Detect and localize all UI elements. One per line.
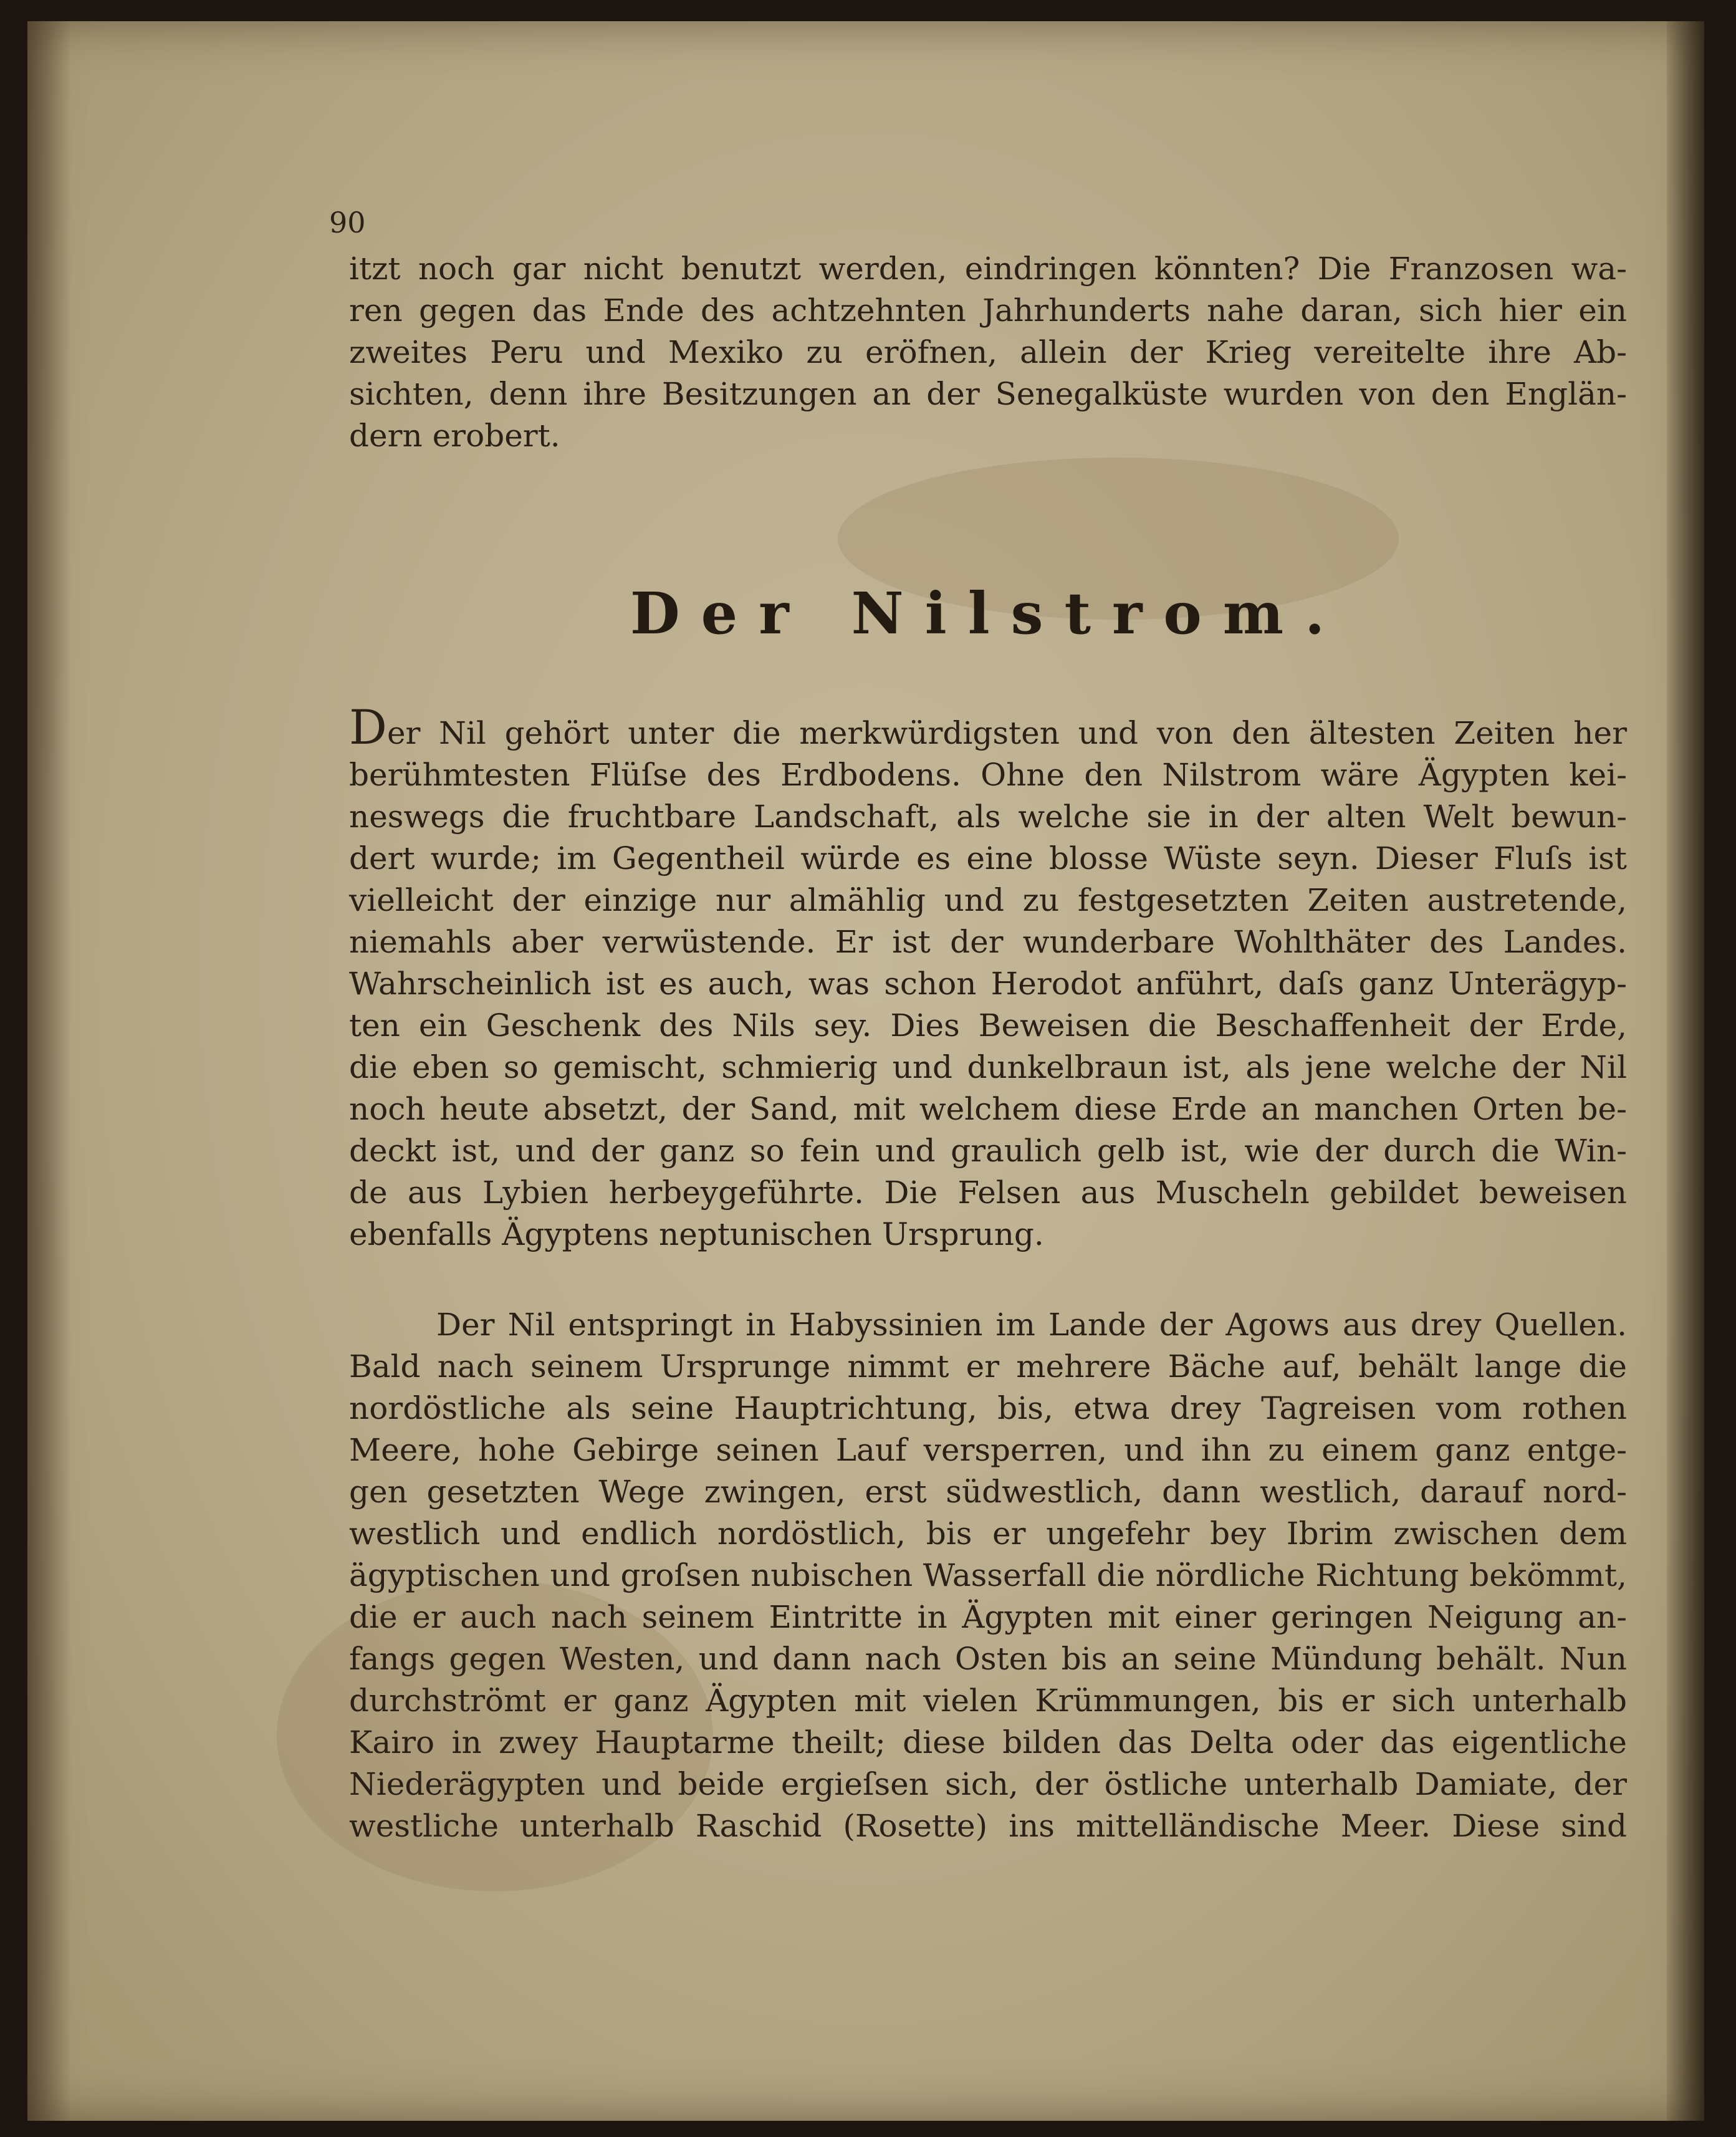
text-line: niemahls aber verwüstende. Er ist der wunderbare Wohlthäter des Landes. — [349, 924, 1627, 960]
text-line: gen gesetzten Wege zwingen, erst südwestlich, dann westlich, darauf nord- — [349, 1474, 1627, 1510]
page-left-edge-shadow — [27, 21, 71, 2121]
text-line: vielleicht der einzige nur almählig und zu festgesetzten Zeiten austretende, — [349, 882, 1627, 918]
dropcap-letter: D — [349, 699, 387, 755]
page-number: 90 — [329, 206, 366, 239]
text-line: ten ein Geschenk des Nils sey. Dies Beweisen die Beschaffenheit der Erde, — [349, 1007, 1627, 1044]
text-line: die eben so gemischt, schmierig und dunkelbraun ist, als jene welche der Nil — [349, 1049, 1627, 1085]
text-line: Bald nach seinem Ursprunge nimmt er mehrere Bäche auf, behält lange die — [349, 1348, 1627, 1385]
text-line: fangs gegen Westen, und dann nach Osten bis an seine Mündung behält. Nun — [349, 1641, 1627, 1677]
text-line-first — [349, 699, 1627, 755]
text-line: berühmtesten Flüſse des Erdbodens. Ohne den Nilstrom wäre Ägypten kei- — [349, 757, 1627, 793]
paragraph-nile-description — [349, 699, 1627, 1256]
text-line: neswegs die fruchtbare Landschaft, als welche sie in der alten Welt bewun- — [349, 799, 1627, 835]
text-line: dern erobert. — [349, 418, 560, 454]
book-gutter — [1667, 21, 1704, 2121]
text-line: sichten, denn ihre Besitzungen an der Senegalküste wurden von den Englän- — [349, 376, 1627, 412]
text-line: westlich und endlich nordöstlich, bis er ungefehr bey Ibrim zwischen dem — [349, 1515, 1627, 1552]
text-line: de aus Lybien herbeygeführte. Die Felsen aus Muscheln gebildet beweisen — [349, 1174, 1627, 1211]
text-line: ägyptischen und groſsen nubischen Wasserfall die nördliche Richtung bekömmt, — [349, 1557, 1627, 1593]
text-line: deckt ist, und der ganz so fein und graulich gelb ist, wie der durch die Win- — [349, 1133, 1627, 1169]
text-line: ebenfalls Ägyptens neptunischen Ursprung. — [349, 1216, 1044, 1252]
text-line: noch heute absetzt, der Sand, mit welchem diese Erde an manchen Orten be- — [349, 1091, 1627, 1127]
text-line: Meere, hohe Gebirge seinen Lauf versperren, und ihn zu einem ganz entge- — [349, 1432, 1627, 1468]
paragraph-nile-course — [349, 1304, 1627, 1847]
text-line: ren gegen das Ende des achtzehnten Jahrhunderts nahe daran, sich hier ein — [349, 292, 1627, 329]
text-line: zweites Peru und Mexiko zu eröfnen, allein der Krieg vereitelte ihre Ab- — [349, 334, 1627, 370]
text-line: durchströmt er ganz Ägypten mit vielen Krümmungen, bis er sich unterhalb — [349, 1683, 1627, 1719]
text-line: westliche unterhalb Raschid (Rosette) ins mittelländische Meer. Diese sind — [349, 1808, 1627, 1844]
text-line: itzt noch gar nicht benutzt werden, eindringen könnten? Die Franzosen wa- — [349, 251, 1627, 287]
text-line: nordöstliche als seine Hauptrichtung, bis, etwa drey Tagreisen vom rothen — [349, 1390, 1627, 1426]
text-line: Niederägypten und beide ergieſsen sich, der östliche unterhalb Damiate, der — [349, 1766, 1627, 1802]
section-title: Der Nilstrom. — [630, 580, 1346, 647]
text-line: die er auch nach seinem Eintritte in Ägypten mit einer geringen Neigung an- — [349, 1599, 1627, 1635]
text-line: Der Nil entspringt in Habyssinien im Lande der Agows aus drey Quellen. — [436, 1307, 1627, 1343]
first-line-text: er Nil gehört unter die merkwürdigsten und von den ältesten Zeiten her — [386, 715, 1627, 751]
text-line: dert wurde; im Gegentheil würde es eine blosse Wüste seyn. Dieser Fluſs ist — [349, 840, 1627, 876]
text-line: Wahrscheinlich ist es auch, was schon Herodot anführt, daſs ganz Unterägyp- — [349, 966, 1627, 1002]
text-line: Kairo in zwey Hauptarme theilt; diese bilden das Delta oder das eigentliche — [349, 1724, 1627, 1760]
intro-paragraph — [349, 248, 1627, 457]
